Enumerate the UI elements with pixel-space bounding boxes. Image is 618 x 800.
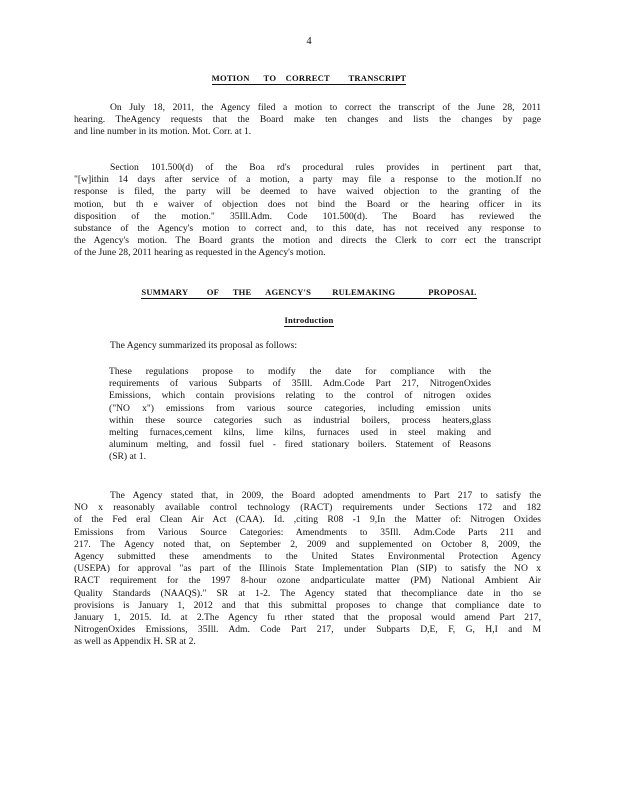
heading-motion xyxy=(0,72,618,84)
text-line: The Agency summarized its proposal as follows: xyxy=(110,340,298,351)
text-line: melting furnaces,cement kilns, lime kilns, furnaces used in steel making and xyxy=(109,427,491,439)
text-line: disposition of the motion." 35Ill.Adm. Code 101.500(d). The Board has reviewed the xyxy=(74,210,541,222)
paragraph-agency-statement xyxy=(74,490,541,649)
paragraph-motion xyxy=(74,102,541,139)
text-line: of the Fed eral Clean Air Act (CAA). Id. ,citing R08 -1 9,In the Matter of: Nitrogen Oxides xyxy=(74,514,541,526)
text-line: the Agency's motion. The Board grants the motion and directs the Clerk to corr ect the transcript xyxy=(74,235,541,247)
heading-summary-text: SUMMARY OF THE AGENCY'S RULEMAKING PROPOSAL xyxy=(141,287,477,297)
text-line: provisions is January 1, 2012 and that this submittal proposes to change that compliance date to xyxy=(74,599,541,611)
text-line: aluminum melting, and fossil fuel - fired stationary boilers. Statement of Reasons xyxy=(109,439,491,451)
text-line: January 1, 2015. Id. at 2.The Agency fu rther stated that the proposal would amend Part 217, xyxy=(74,612,541,624)
text-line: "[w]ithin 14 days after service of a motion, a party may file a response to the motion.If no xyxy=(74,174,541,186)
text-line: Emissions from Various Source Categories: Amendments to 35Ill. Adm.Code Parts 211 and xyxy=(74,526,541,538)
text-line: NO x reasonably available control technology (RACT) requirements under Sections 172 and 182 xyxy=(74,502,541,514)
text-line: Agency submitted these amendments to the United States Environmental Protection Agency xyxy=(74,551,541,563)
text-line: as well as Appendix H. SR at 2. xyxy=(74,636,196,648)
text-line: response is filed, the party will be deemed to have waived objection to the granting of the xyxy=(74,186,541,198)
text-line: On July 18, 2011, the Agency filed a motion to correct the transcript of the June 28, 2011 xyxy=(110,102,541,113)
text-line: motion, but th e waiver of objection does not bind the Board or the hearing officer in its xyxy=(74,198,541,210)
text-line: RACT requirement for the 1997 8-hour ozone andparticulate matter (PM) National Ambient Air xyxy=(74,575,541,587)
text-line: hearing. TheAgency requests that the Board make ten changes and lists the changes by page xyxy=(74,114,541,126)
text-line: and line number in its motion. Mot. Corr. at 1. xyxy=(74,126,252,138)
text-line: 217. The Agency noted that, on September 2, 2009 and supplemented on October 8, 2009, the xyxy=(74,538,541,550)
text-line: The Agency stated that, in 2009, the Board adopted amendments to Part 217 to satisfy the xyxy=(110,490,541,501)
text-line: These regulations propose to modify the date for compliance with the xyxy=(109,366,491,377)
heading-introduction xyxy=(0,314,618,326)
paragraph-procedural-rules xyxy=(74,162,541,260)
heading-introduction-text: Introduction xyxy=(284,315,334,325)
text-line: (SR) at 1. xyxy=(109,451,147,463)
text-line: of the June 28, 2011 hearing as requested in the Agency's motion. xyxy=(74,247,326,259)
page-number: 4 xyxy=(306,36,312,47)
paragraph-intro xyxy=(110,340,530,352)
text-line: within these source categories such as industrial boilers, process heaters,glass xyxy=(109,414,491,426)
text-line: ("NO x") emissions from various source categories, including emission units xyxy=(109,402,491,414)
text-line: requirements of various Subparts of 35Ill. Adm.Code Part 217, NitrogenOxides xyxy=(109,378,491,390)
heading-motion-text: MOTION TO CORRECT TRANSCRIPT xyxy=(211,73,407,83)
text-line: substance of the Agency's motion to correct and, to this date, has not received any response to xyxy=(74,223,541,235)
text-line: Quality Standards (NAAQS)." SR at 1-2. The Agency stated that thecompliance date in tho se xyxy=(74,587,541,599)
text-line: (USEPA) for approval "as part of the Illinois State Implementation Plan (SIP) to satisfy the NO x xyxy=(74,563,541,575)
heading-summary xyxy=(0,286,618,298)
block-quote-summary xyxy=(109,366,491,464)
text-line: Section 101.500(d) of the Boa rd's procedural rules provides in pertinent part that, xyxy=(110,162,541,173)
text-line: NitrogenOxides Emissions, 35Ill. Adm. Code Part 217, under Subparts D,E, F, G, H,I and M xyxy=(74,624,541,636)
text-line: Emissions, which contain provisions relating to the control of nitrogen oxides xyxy=(109,390,491,402)
